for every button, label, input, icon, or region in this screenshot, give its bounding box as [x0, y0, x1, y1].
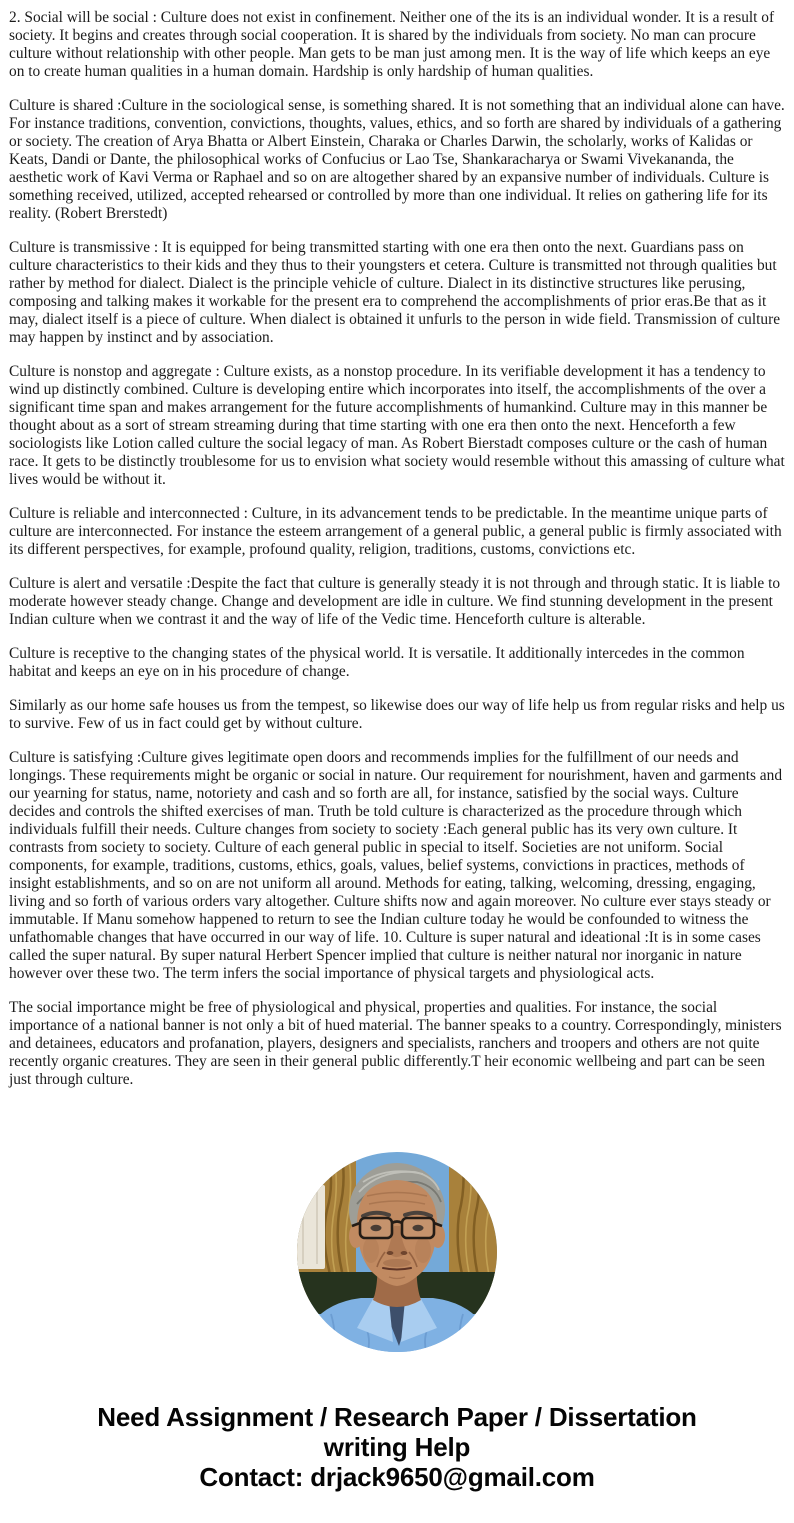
paragraph-reliable-interconnected: Culture is reliable and interconnected : Culture, in its advancement tends to be predictable. In the meantime unique parts of culture are interconnected. For instance the esteem arrangement of a general public, a general public is firmly associated with its different perspectives, for example, profound quality, religion, traditions, customs, convictions etc.	[9, 505, 782, 558]
paragraph-transmissive: Culture is transmissive : It is equipped for being transmitted starting with one era then onto the next. Guardians pass on culture characteristics to their kids and they thus to their youngsters et cetera. Culture is transmitted not through qualities but rather by method for dialect. Dialect is the principle vehicle of culture. Dialect in its distinctive structures like perusing, composing and talking makes it workable for the present era to comprehend the accomplishments of prior eras.Be that as it may, dialect itself is a piece of culture. When dialect is obtained it unfurls to the person in wide field. Transmission of culture may happen by instinct and by association.	[9, 239, 781, 346]
paragraph-nonstop-aggregate: Culture is nonstop and aggregate : Culture exists, as a nonstop procedure. In its verifiable development it has a tendency to wind up distinctly combined. Culture is developing entire which incorporates into itself, the accomplishments of the over a significant time span and makes arrangement for the future accomplishments of humankind. Culture may in this manner be thought about as a sort of stream streaming during that time starting with one era then onto the next. Henceforth a few sociologists like Lotion called culture the social legacy of man. As Robert Bierstadt composes culture or the cash of human race. It gets to be distinctly troublesome for us to envision what society would resemble without this amassing of culture what lives would be without it.	[9, 363, 785, 488]
paragraph-social: 2. Social will be social : Culture does not exist in confinement. Neither one of the its is an individual wonder. It is a result of society. It begins and creates through social cooperation. It is shared by the individuals from society. No man can procure culture without relationship with other people. Man gets to be man just among men. It is the way of life which keeps an eye on to create human qualities in a human domain. Hardship is only hardship of human qualities.	[9, 9, 775, 80]
promo-line-1: Need Assignment / Research Paper / Dissertation	[97, 1402, 697, 1432]
paragraph-alert-versatile: Culture is alert and versatile :Despite the fact that culture is generally steady it is not through and through static. It is liable to moderate however steady change. Change and development are idle in culture. We find stunning development in the present Indian culture when we contrast it and the way of life of the Vedic time. Henceforth culture is alterable.	[9, 575, 781, 628]
author-photo	[297, 1152, 497, 1352]
photo-door-panel	[297, 1185, 325, 1269]
author-photo-image	[297, 1152, 497, 1352]
article-body	[0, 9, 794, 1089]
promo-banner	[0, 1402, 794, 1492]
contact-email-line: Contact: drjack9650@gmail.com	[199, 1462, 595, 1492]
paragraph-shared: Culture is shared :Culture in the sociological sense, is something shared. It is not something that an individual alone can have. For instance traditions, convention, convictions, thoughts, values, ethics, and so forth are shared by individuals of a gathering or society. The creation of Arya Bhatta or Albert Einstein, Charaka or Charles Darwin, the scholarly, works of Kalidas or Keats, Dandi or Dante, the philosophical works of Confucius or Lao Tse, Shankaracharya or Swami Vivekananda, the aesthetic work of Kavi Verma or Raphael and so on are altogether shared by an expansive number of individuals. Culture is something received, utilized, accepted rehearsed or controlled by more than one individual. It relies on gathering life for its reality. (Robert Brerstedt)	[9, 97, 785, 222]
promo-line-2: writing Help	[323, 1432, 471, 1462]
paragraph-receptive: Culture is receptive to the changing states of the physical world. It is versatile. It additionally intercedes in the common habitat and keeps an eye on in his procedure of change.	[9, 645, 745, 680]
paragraph-social-importance: The social importance might be free of physiological and physical, properties and qualities. For instance, the social importance of a national banner is not only a bit of hued material. The banner speaks to a country. Correspondingly, ministers and detainees, educators and profanation, players, designers and specialists, ranchers and troopers and others are not quite recently organic creatures. They are seen in their general public differently.T heir economic wellbeing and part can be seen just through culture.	[9, 999, 782, 1088]
paragraph-shelter-simile: Similarly as our home safe houses us from the tempest, so likewise does our way of life help us from regular risks and help us to survive. Few of us in fact could get by without culture.	[9, 697, 785, 732]
paragraph-satisfying-supernatural: Culture is satisfying :Culture gives legitimate open doors and recommends implies for the fulfillment of our needs and longings. These requirements might be organic or social in nature. Our requirement for nourishment, haven and garments and our yearning for status, name, notoriety and cash and so forth are all, for instance, satisfied by the social ways. Culture decides and controls the shifted exercises of man. Truth be told culture is characterized as the procedure through which individuals fulfill their needs. Culture changes from society to society :Each general public has its very own culture. It contrasts from society to society. Culture of each general public in special to itself. Societies are not uniform. Social components, for example, traditions, customs, ethics, goals, values, belief systems, convictions in practices, methods of insight establishments, and so on are not uniform all around. Methods for eating, talking, welcoming, dressing, engaging, living and so forth of various orders vary altogether. Culture shifts now and again moreover. No culture ever stays steady or immutable. If Manu somehow happened to return to see the Indian culture today he would be confounded to witness the unfathomable changes that have occurred in our way of life. 10. Culture is super natural and ideational :It is in some cases called the super natural. By super natural Herbert Spencer implied that culture is neither natural nor inorganic in nature however over these two. The term infers the social importance of physical targets and physiological acts.	[9, 749, 783, 982]
